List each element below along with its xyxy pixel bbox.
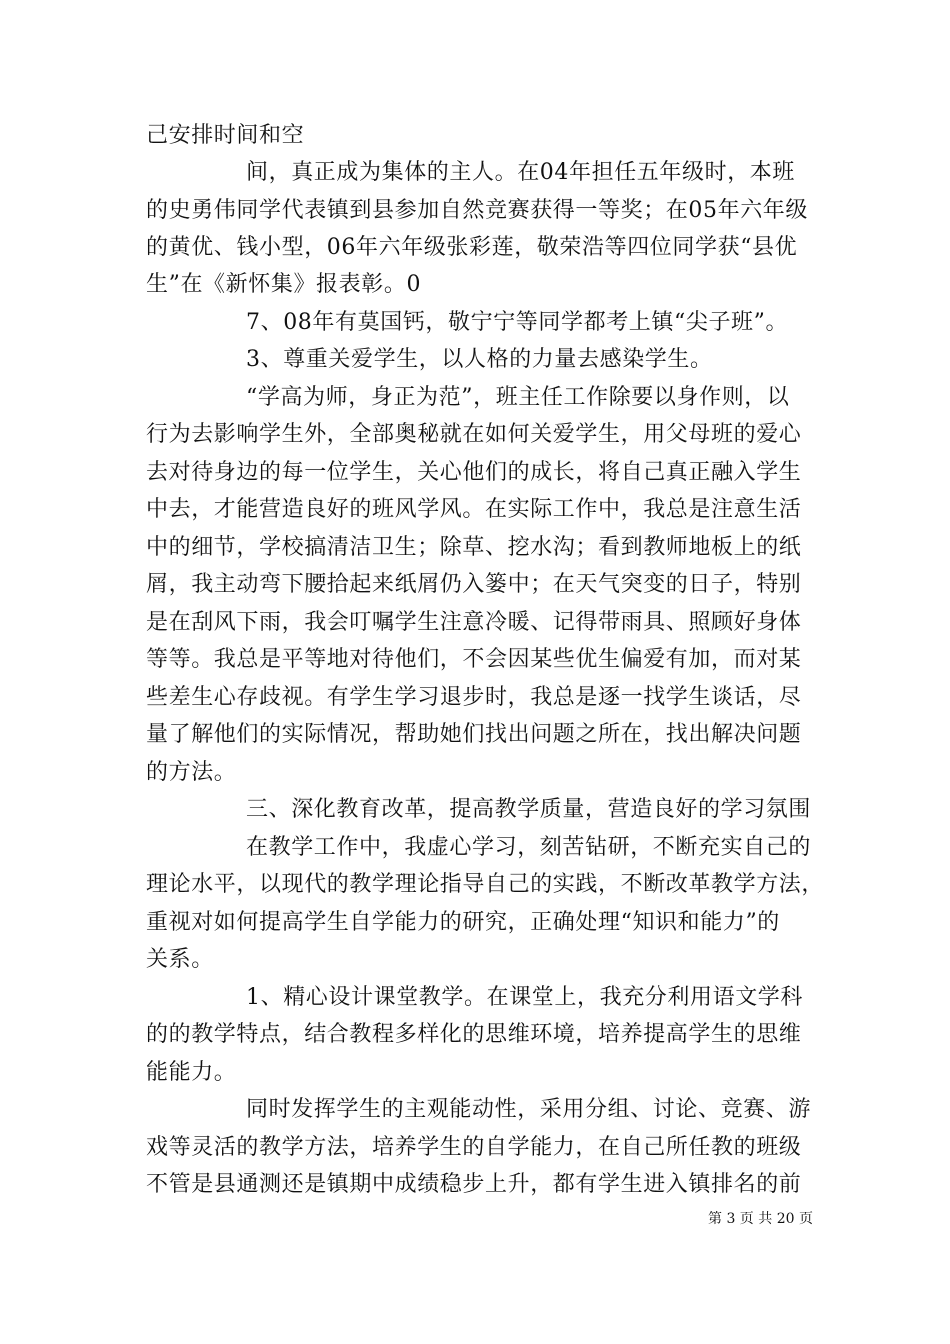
text-line: 3、尊重关爱学生，以人格的力量去感染学生。 xyxy=(246,347,713,372)
text-line: 的的教学特点，结合教程多样化的思维环境，培养提高学生的思维 xyxy=(146,1022,802,1047)
text-line: 屑，我主动弯下腰拾起来纸屑仍入篓中；在天气突变的日子，特别 xyxy=(146,572,802,597)
text-line: 不管是县通测还是镇期中成绩稳步上升，都有学生进入镇排名的前 xyxy=(146,1172,802,1197)
text-line: 在教学工作中，我虚心学习，刻苦钻研，不断充实自己的 xyxy=(246,835,812,860)
text-line: 己安排时间和空 xyxy=(146,123,305,148)
text-line: 重视对如何提高学生自学能力的研究，正确处理“知识和能力”的 xyxy=(146,910,780,935)
text-line: 间，真正成为集体的主人。在04年担任五年级时，本班 xyxy=(246,160,795,185)
text-line: 的方法。 xyxy=(146,760,237,785)
text-line: 7、08年有莫国钙，敬宁宁等同学都考上镇“尖子班”。 xyxy=(246,310,789,335)
text-line: 中去，才能营造良好的班风学风。在实际工作中，我总是注意生活 xyxy=(146,497,802,522)
text-line: 量了解他们的实际情况，帮助她们找出问题之所在，找出解决问题 xyxy=(146,722,802,747)
text-line: 些差生心存歧视。有学生学习退步时，我总是逐一找学生谈话，尽 xyxy=(146,685,802,710)
text-line: 理论水平，以现代的教学理论指导自己的实践，不断改革教学方法， xyxy=(146,872,825,897)
text-line: 戏等灵活的教学方法，培养学生的自学能力，在自己所任教的班级 xyxy=(146,1135,802,1160)
text-line: 等等。我总是平等地对待他们，不会因某些优生偏爱有加，而对某 xyxy=(146,647,802,672)
text-line: 生”在《新怀集》报表彰。0 xyxy=(146,272,422,297)
text-line: 的史勇伟同学代表镇到县参加自然竞赛获得一等奖；在05年六年级 xyxy=(146,198,808,223)
text-line: 是在刮风下雨，我会叮嘱学生注意冷暖、记得带雨具、照顾好身体 xyxy=(146,610,802,635)
text-line: 关系。 xyxy=(146,947,214,972)
text-line: 的黄优、钱小型，06年六年级张彩莲，敬荣浩等四位同学获“县优 xyxy=(146,235,798,260)
text-line: 行为去影响学生外，全部奥秘就在如何关爱学生，用父母班的爱心 xyxy=(146,422,802,447)
text-line: 1、精心设计课堂教学。在课堂上，我充分利用语文学科 xyxy=(246,985,803,1010)
page-number-footer: 第 3 页 共 20 页 xyxy=(708,1211,813,1227)
text-line: 同时发挥学生的主观能动性，采用分组、讨论、竞赛、游 xyxy=(246,1097,812,1122)
text-line: 去对待身边的每一位学生，关心他们的成长，将自己真正融入学生 xyxy=(146,460,802,485)
text-line: 能能力。 xyxy=(146,1060,237,1085)
text-line: 中的细节，学校搞清洁卫生；除草、挖水沟；看到教师地板上的纸 xyxy=(146,535,802,560)
text-line: “学高为师，身正为范”，班主任工作除要以身作则，以 xyxy=(246,385,790,410)
section-heading: 三、深化教育改革，提高教学质量，营造良好的学习氛围 xyxy=(246,797,812,822)
